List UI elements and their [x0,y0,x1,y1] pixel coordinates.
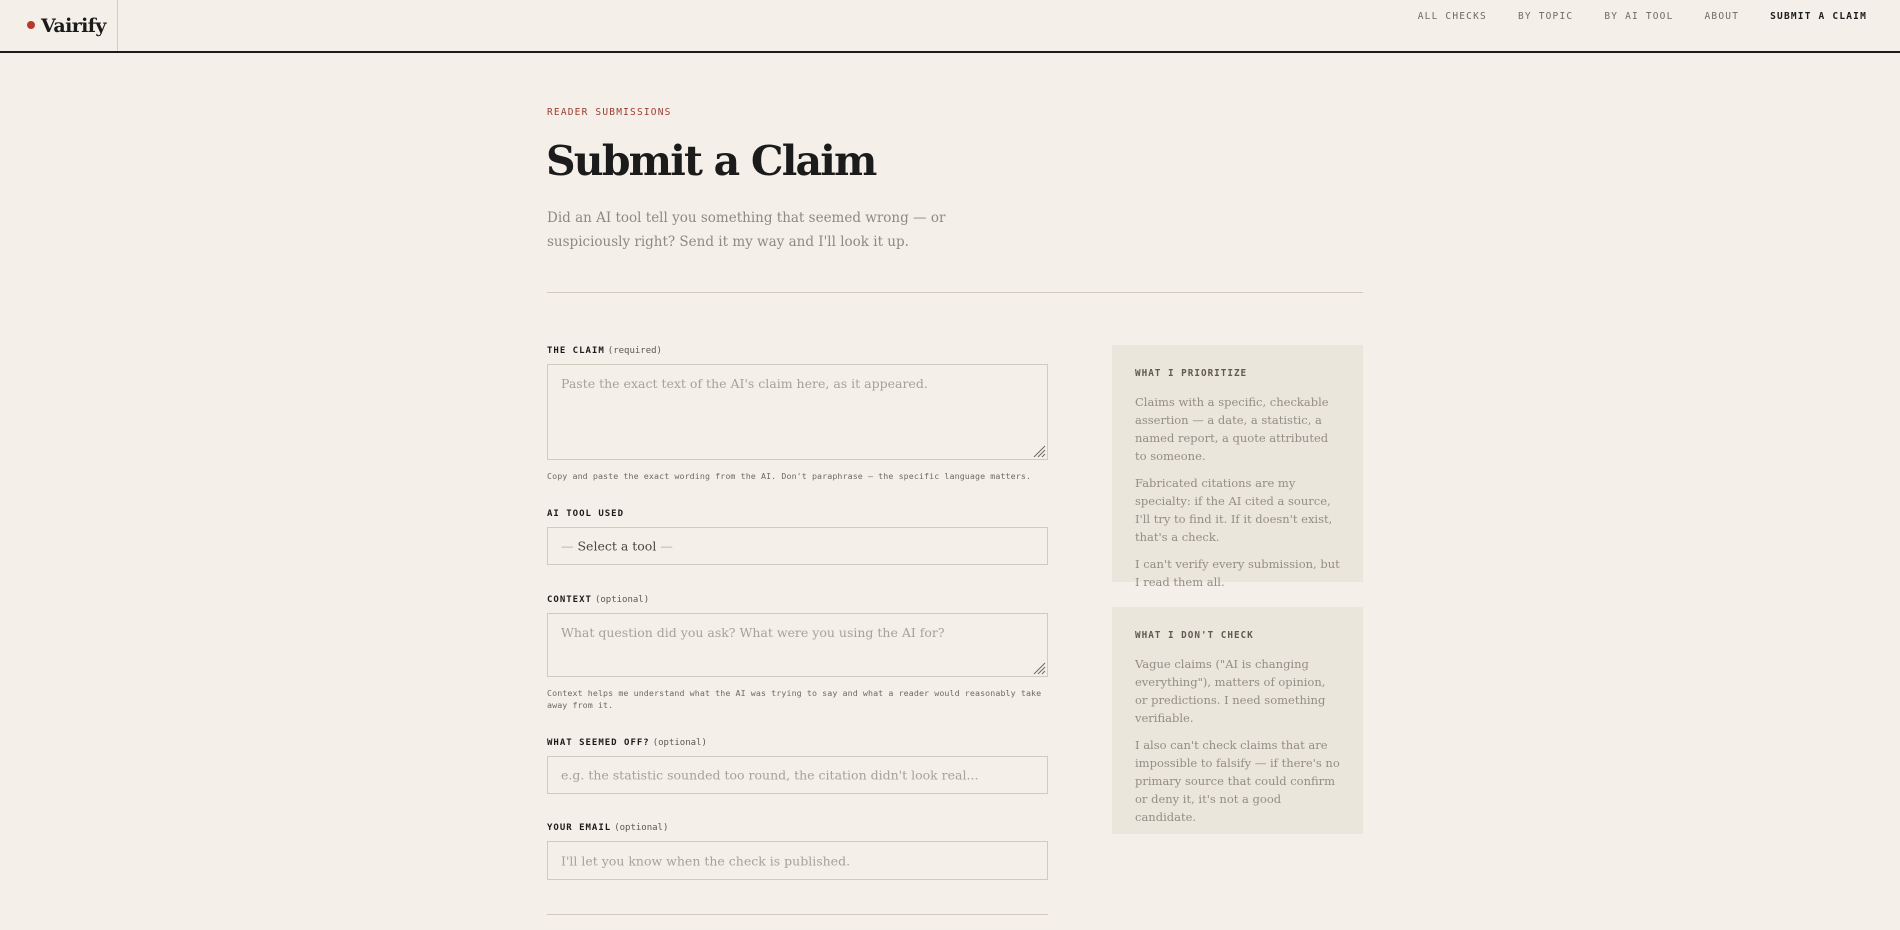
context-textarea[interactable] [547,613,1048,677]
email-label [547,823,1048,833]
email-label-text: YOUR EMAIL [547,823,612,833]
nav-by-topic[interactable]: BY TOPIC [1517,11,1574,22]
divider [547,292,1363,293]
dont-check-title: WHAT I DON'T CHECK [1135,630,1254,641]
eyebrow-label: READER SUBMISSIONS [547,107,672,118]
brand-name: Vairify [41,14,106,37]
nav-submit-a-claim[interactable]: SUBMIT A CLAIM [1770,11,1867,22]
nav-all-checks[interactable]: ALL CHECKS [1417,11,1487,22]
dont-check-card [1112,607,1363,834]
email-group [547,823,1048,880]
select-value-text: Select a tool [577,538,657,554]
claim-group [547,346,1048,482]
dash-prefix: — [561,538,574,554]
optional-qualifier: (optional) [594,595,650,605]
resize-handle-icon[interactable] [1033,445,1046,458]
prioritize-paragraph: Fabricated citations are my specialty: if the AI cited a source, I'll try to find it. If it doesn't exist, that's a check. [1135,476,1333,544]
context-group [547,595,1048,711]
prioritize-card [1112,345,1363,589]
seemed-off-placeholder: e.g. the statistic sounded too round, the citation didn't look real... [561,767,979,783]
tool-label: AI TOOL USED [547,509,625,519]
page-title: Submit a Claim [546,137,876,185]
brand-dot-icon [27,21,35,29]
context-label-text: CONTEXT [547,595,592,605]
dont-check-paragraph: I also can't check claims that are impossible to falsify — if there's no primary source that could confirm or deny it, it's not a good candidate. [1135,738,1340,824]
brand-logo[interactable] [0,0,118,51]
seemed-off-input[interactable] [547,756,1048,794]
nav-about[interactable]: ABOUT [1704,11,1740,22]
main-nav [1387,11,1867,22]
context-help-text: Context helps me understand what the AI was trying to say and what a reader would reasonably take away from it. [547,688,1042,710]
prioritize-paragraph: Claims with a specific, checkable assertion — a date, a statistic, a named report, a quote attributed to someone. [1135,395,1329,463]
top-bar [0,0,1900,53]
nav-by-ai-tool[interactable]: BY AI TOOL [1604,11,1674,22]
dash-suffix: — [660,538,673,554]
optional-qualifier: (optional) [652,738,707,748]
claim-placeholder: Paste the exact text of the AI's claim here, as it appeared. [561,376,928,391]
context-label [547,595,1048,605]
optional-qualifier: (optional) [614,823,669,833]
form-divider [547,914,1048,915]
ai-tool-select[interactable] [547,527,1048,565]
seemed-off-group [547,738,1048,794]
prioritize-title: WHAT I PRIORITIZE [1135,368,1248,379]
context-placeholder: What question did you ask? What were you using the AI for? [561,625,945,640]
claim-label-text: THE CLAIM [547,346,605,356]
page-intro: Did an AI tool tell you something that seemed wrong — or suspiciously right? Send it my way and I'll look it up. [547,210,946,250]
dont-check-paragraph: Vague claims ("AI is changing everything"), matters of opinion, or predictions. I need something verifiable. [1135,657,1326,725]
email-placeholder: I'll let you know when the check is published. [561,853,851,868]
prioritize-paragraph: I can't verify every submission, but I read them all. [1135,557,1340,589]
claim-textarea[interactable] [547,364,1048,460]
tool-group [547,509,1048,565]
claim-help-text: Copy and paste the exact wording from the AI. Don't paraphrase — the specific language matters. [547,471,1032,481]
email-input[interactable] [547,841,1048,880]
seemed-off-label [547,738,1048,748]
resize-handle-icon[interactable] [1033,662,1046,675]
claim-label [547,346,1048,356]
ai-tool-selected-value [561,539,673,554]
required-qualifier: (required) [607,346,662,356]
seemed-off-label-text: WHAT SEEMED OFF? [547,738,650,748]
